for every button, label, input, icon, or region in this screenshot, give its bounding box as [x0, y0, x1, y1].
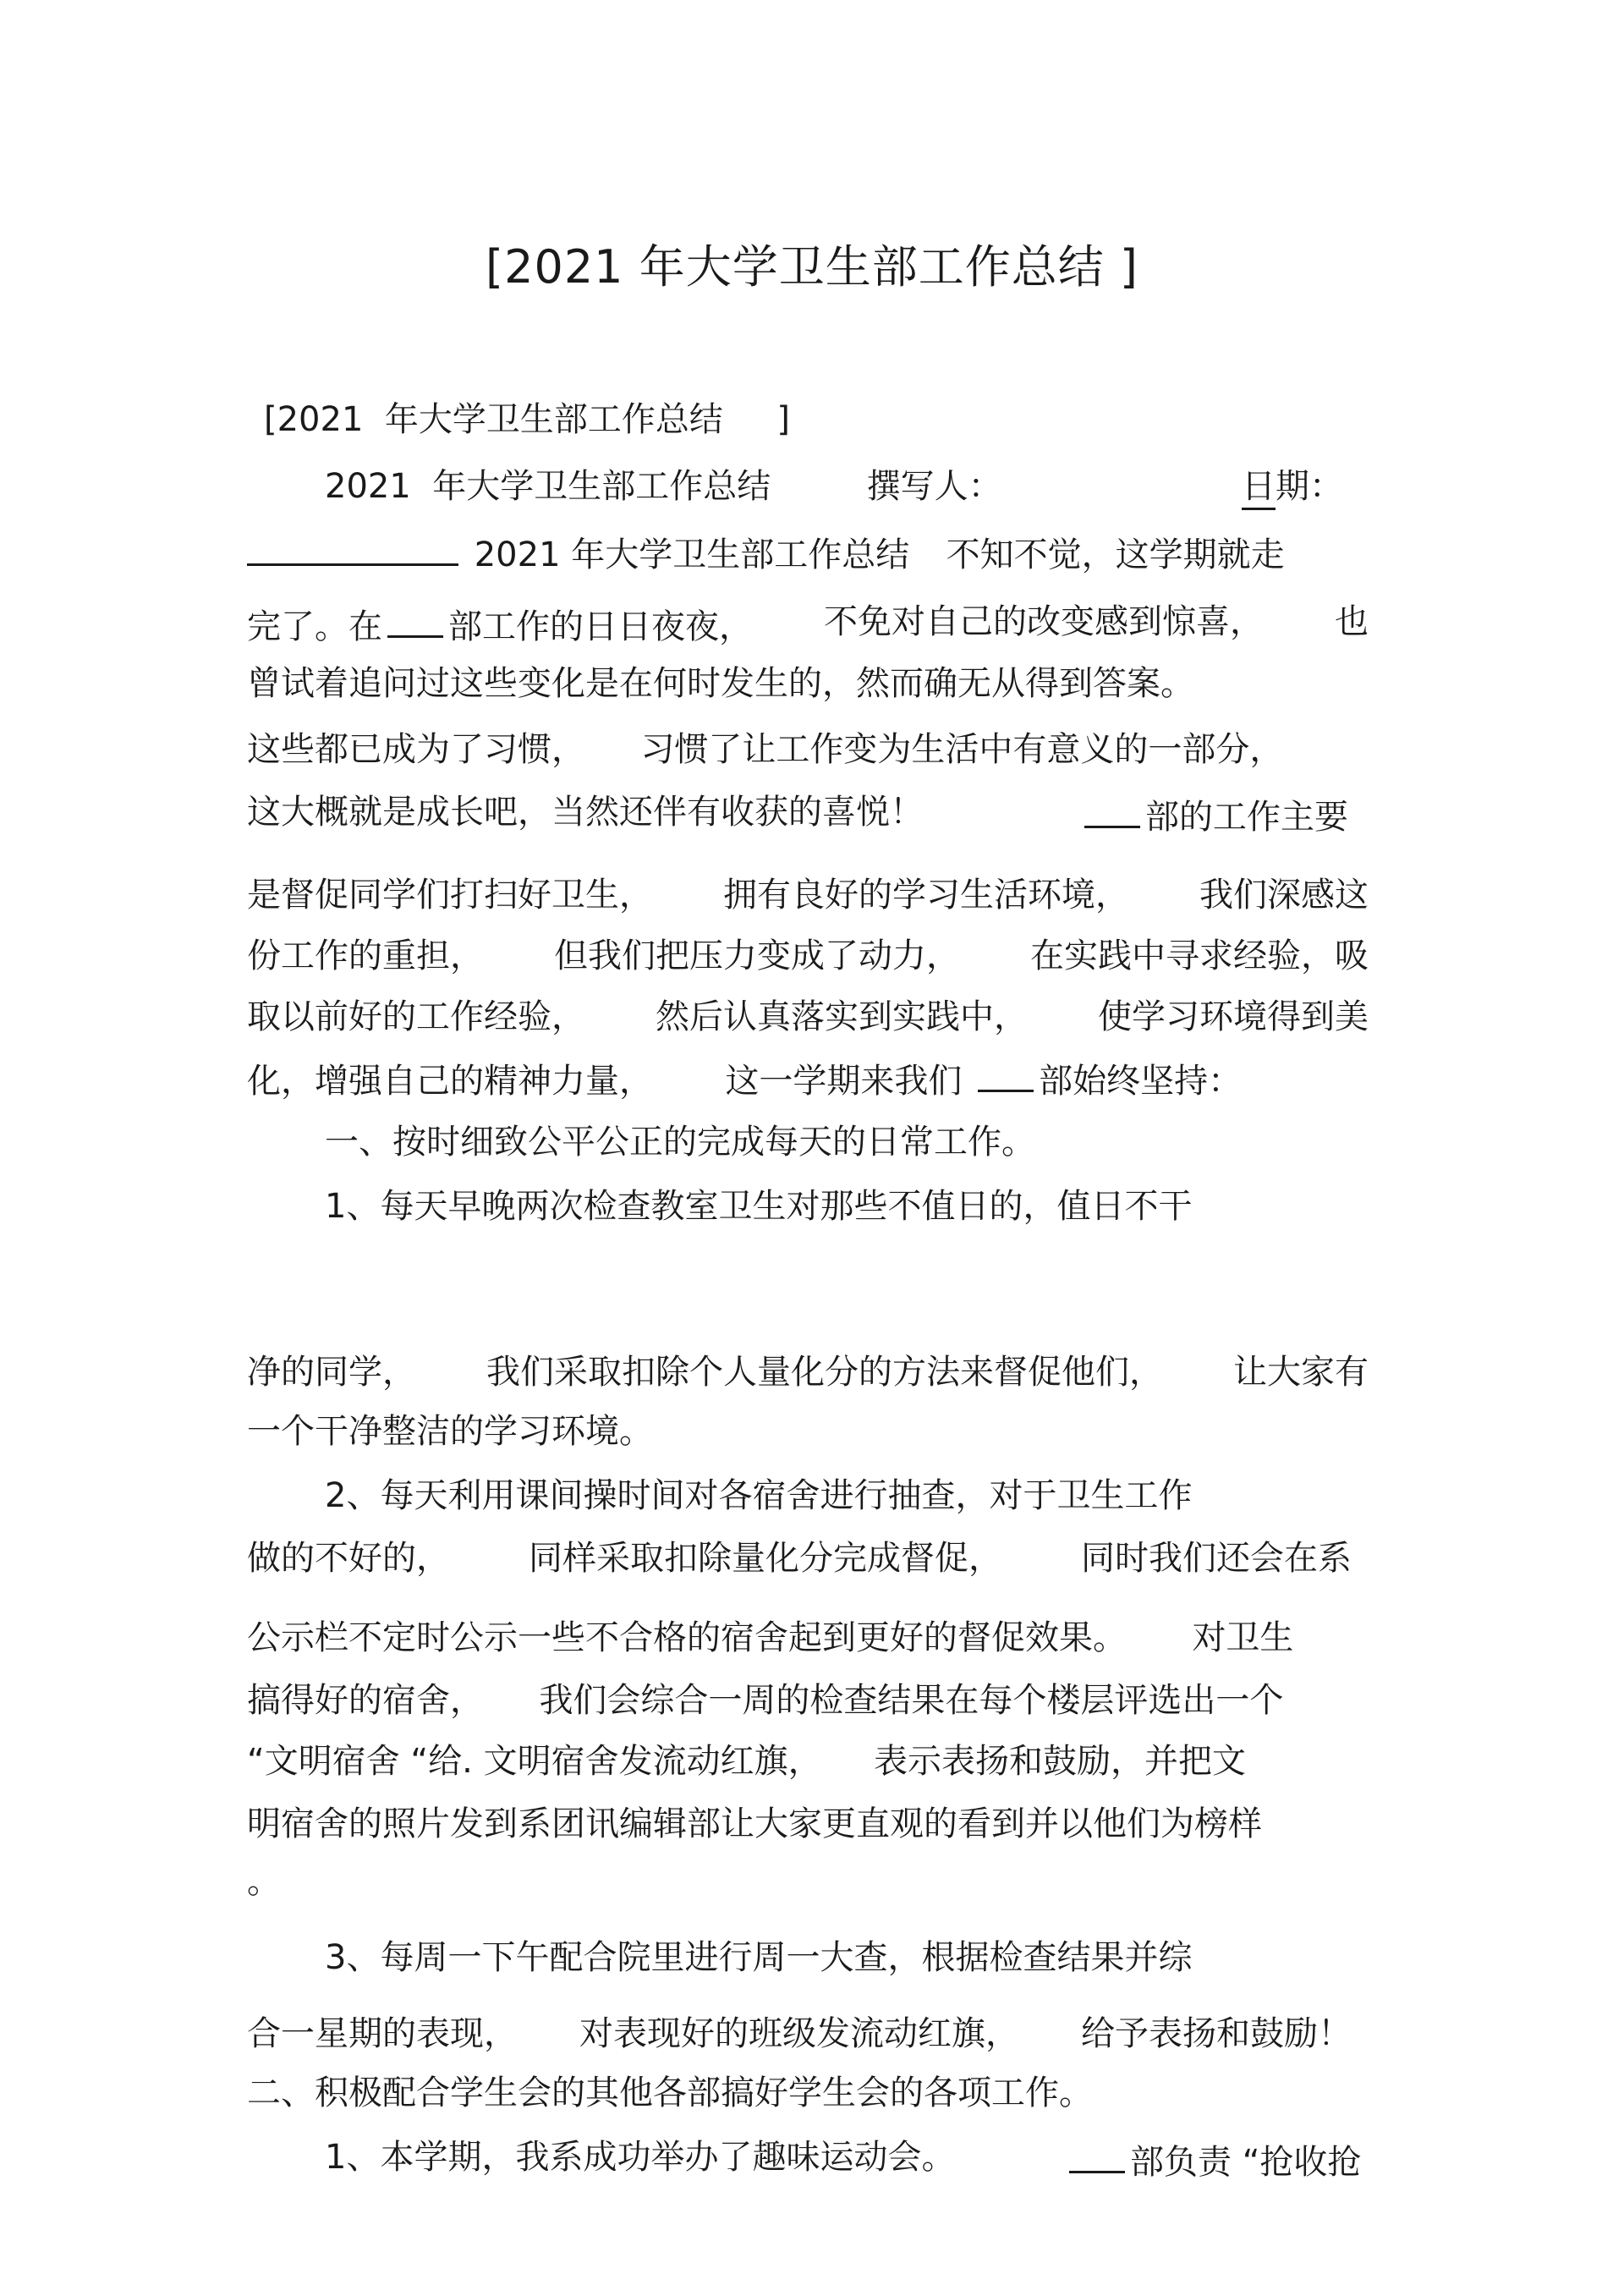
text-run: 撰写人：: [866, 467, 1002, 506]
text-run: 一个干净整洁的学习环境。: [247, 1412, 653, 1451]
text-run: 部工作的日日夜夜，: [448, 607, 753, 646]
text-line: [247, 726, 1283, 773]
text-line: [247, 932, 1369, 980]
text-run: 合一星期的表现，: [247, 2014, 518, 2053]
text-line: [325, 2134, 1369, 2181]
text-run: 这一学期来我们: [725, 1062, 963, 1101]
text-run: 2021 年大学卫生部工作总结: [474, 536, 910, 574]
text-run: 同时我们还会在系: [1081, 1539, 1352, 1578]
text-run: 取以前好的工作经验，: [247, 997, 585, 1036]
text-run: 1、每天早晚两次检查教室卫生对那些不值日的，值日不干: [325, 1187, 1193, 1226]
text-run: 给予表扬和鼓励！: [1081, 2014, 1352, 2053]
text-run: 部负责 “抢收抢: [1130, 2143, 1362, 2182]
text-line: [247, 2069, 1093, 2117]
fill-blank: [978, 1052, 1034, 1092]
text-run: 这大概就是成长吧，当然还伴有收获的喜悦！: [247, 793, 924, 832]
text-run: 明宿舍的照片发到系团讯编辑部让大家更直观的看到并以他们为榜样: [247, 1804, 1262, 1843]
fill-blank: [1084, 788, 1140, 828]
text-run: 也: [1335, 602, 1369, 641]
text-line: [247, 1348, 1369, 1396]
text-run: 曾试着追问过这些变化是在何时发生的，然而确无从得到答案。: [247, 664, 1194, 703]
text-line: [247, 598, 1369, 645]
fill-blank: [387, 598, 443, 638]
text-run: “文明宿舍 “给. 文明宿舍发流动红旗，: [247, 1742, 822, 1781]
text-run: 期：: [1276, 467, 1343, 506]
text-run: 这些都已成为了习惯，: [247, 730, 585, 769]
text-line: [325, 1472, 1192, 1519]
text-line: [247, 660, 1194, 707]
text-run: 不知不觉，这学期就走: [946, 536, 1285, 574]
text-line: [247, 871, 1369, 919]
text-run: 2021 年大学卫生部工作总结: [325, 467, 771, 506]
text-line: [247, 1800, 1262, 1848]
text-run: 然后认真落实到实践中，: [656, 997, 1028, 1036]
text-run: 在实践中寻求经验，吸: [1030, 937, 1369, 975]
text-run: 部的工作主要: [1145, 798, 1348, 837]
text-run: 净的同学，: [247, 1353, 416, 1392]
text-run: 。: [247, 1862, 281, 1901]
text-line: [325, 1934, 1192, 1981]
text-run: 1、本学期，我系成功举办了趣味运动会。: [325, 2138, 956, 2177]
text-line: [247, 1677, 1283, 1724]
text-run: 我们采取扣除个人量化分的方法来督促他们，: [486, 1353, 1163, 1392]
text-line: [247, 788, 1369, 836]
text-line: [247, 993, 1369, 1041]
text-line: [247, 1614, 1293, 1662]
text-line: [247, 1408, 653, 1455]
text-run: 我们会综合一周的检查结果在每个楼层评选出一个: [539, 1681, 1284, 1720]
text-line: [325, 1118, 1035, 1166]
text-run: 是督促同学们打扫好卫生，: [247, 876, 653, 915]
text-run: 我们深感这: [1199, 876, 1369, 915]
text-run: 2、每天利用课间操时间对各宿舍进行抽查，对于卫生工作: [325, 1476, 1193, 1515]
text-line: [247, 526, 1285, 574]
text-run: 习惯了让工作变为生活中有意义的一部分，: [640, 730, 1284, 769]
document-title: [2021 年大学卫生部工作总结 ]: [486, 240, 1138, 294]
text-line: [247, 2010, 1352, 2057]
text-run: 拥有良好的学习生活环境，: [723, 876, 1129, 915]
text-run: 使学习环境得到美: [1098, 997, 1369, 1036]
text-run: 份工作的重担，: [247, 937, 484, 975]
text-run: 完了。在: [247, 607, 382, 646]
text-run: 3、每周一下午配合院里进行周一大查，根据检查结果并综: [325, 1938, 1193, 1977]
text-run: 部始终坚持：: [1039, 1062, 1243, 1101]
text-run: 日: [1242, 467, 1276, 510]
text-line: [325, 1183, 1192, 1230]
text-run: [2021 年大学卫生部工作总结 ]: [264, 400, 791, 439]
text-run: 对卫生: [1192, 1618, 1294, 1657]
text-run: 一、按时细致公平公正的完成每天的日常工作。: [325, 1123, 1035, 1162]
text-run: 让大家有: [1233, 1353, 1369, 1392]
text-line: [247, 1535, 1352, 1582]
text-line: [325, 463, 1369, 510]
subtitle-line: [264, 396, 790, 443]
text-line: [247, 1052, 1242, 1100]
text-run: 同样采取扣除量化分完成督促，: [529, 1539, 1002, 1578]
text-run: 对表现好的班级发流动红旗，: [579, 2014, 1019, 2053]
text-run: 化，增强自己的精神力量，: [247, 1062, 653, 1101]
fill-blank: [1069, 2134, 1125, 2173]
text-run: 公示栏不定时公示一些不合格的宿舍起到更好的督促效果。: [247, 1618, 1127, 1657]
text-run: 不免对自己的改变感到惊喜，: [824, 602, 1264, 641]
fill-blank: [247, 526, 458, 566]
text-run: 表示表扬和鼓励，并把文: [874, 1742, 1247, 1781]
text-run: 二、积极配合学生会的其他各部搞好学生会的各项工作。: [247, 2074, 1093, 2112]
text-run: 但我们把压力变成了动力，: [554, 937, 960, 975]
text-run: 做的不好的，: [247, 1539, 450, 1578]
text-line: [247, 1738, 1246, 1785]
text-run: 搞得好的宿舍，: [247, 1681, 484, 1720]
text-line: [247, 1858, 281, 1905]
